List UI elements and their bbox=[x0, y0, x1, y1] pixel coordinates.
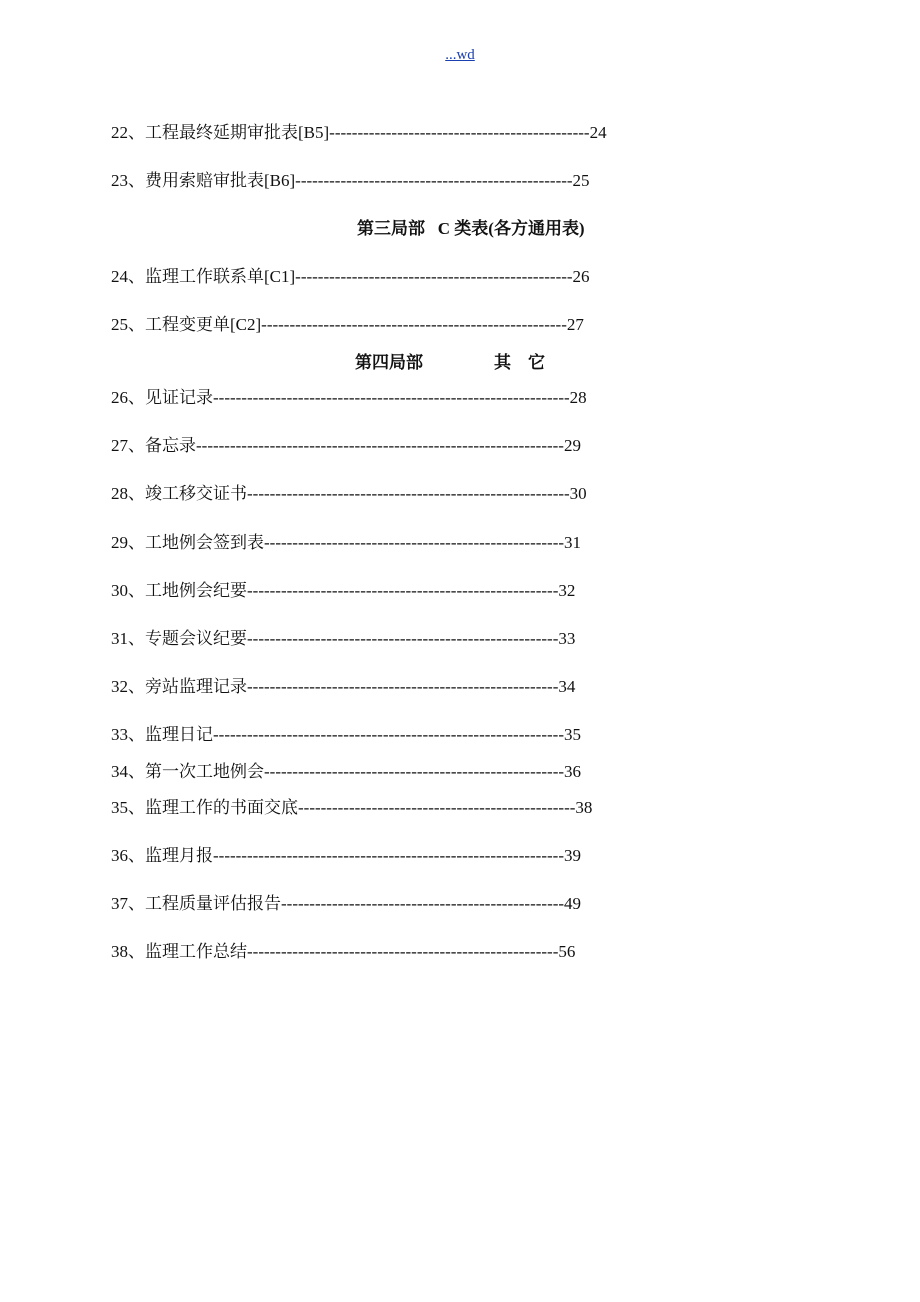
section-heading-part4-name: 其 它 bbox=[494, 353, 545, 372]
toc-entry-26: 26、见证记录---------------------------------------------------------------28 bbox=[111, 388, 587, 407]
toc-entry-36: 36、监理月报--------------------------------------------------------------39 bbox=[111, 846, 581, 865]
toc-entry-34: 34、第一次工地例会-----------------------------------------------------36 bbox=[111, 762, 582, 781]
toc-entry-35: 35、监理工作的书面交底-------------------------------------------------38 bbox=[111, 798, 593, 817]
toc-entry-27: 27、备忘录-----------------------------------------------------------------29 bbox=[111, 436, 581, 455]
toc-entry-22: 22、工程最终延期审批表[B5]----------------------------------------------24 bbox=[111, 123, 607, 142]
section-heading-part4: 第四局部 bbox=[355, 353, 423, 372]
toc-entry-29: 29、工地例会签到表-----------------------------------------------------31 bbox=[111, 533, 582, 552]
toc-entry-33: 33、监理日记--------------------------------------------------------------35 bbox=[111, 725, 581, 744]
page-header-watermark: ...wd bbox=[445, 47, 475, 63]
section-heading-part3: 第三局部 C 类表(各方通用表) bbox=[357, 219, 585, 238]
toc-entry-23: 23、费用索赔审批表[B6]-------------------------------------------------25 bbox=[111, 171, 590, 190]
toc-entry-31: 31、专题会议纪要-------------------------------------------------------33 bbox=[111, 629, 576, 648]
toc-entry-25: 25、工程变更单[C2]------------------------------------------------------27 bbox=[111, 315, 584, 334]
toc-entry-32: 32、旁站监理记录-------------------------------------------------------34 bbox=[111, 677, 576, 696]
toc-entry-24: 24、监理工作联系单[C1]-------------------------------------------------26 bbox=[111, 267, 590, 286]
toc-entry-28: 28、竣工移交证书---------------------------------------------------------30 bbox=[111, 484, 587, 503]
toc-entry-30: 30、工地例会纪要-------------------------------------------------------32 bbox=[111, 581, 576, 600]
toc-entry-37: 37、工程质量评估报告--------------------------------------------------49 bbox=[111, 894, 582, 913]
toc-entry-38: 38、监理工作总结-------------------------------------------------------56 bbox=[111, 942, 576, 961]
